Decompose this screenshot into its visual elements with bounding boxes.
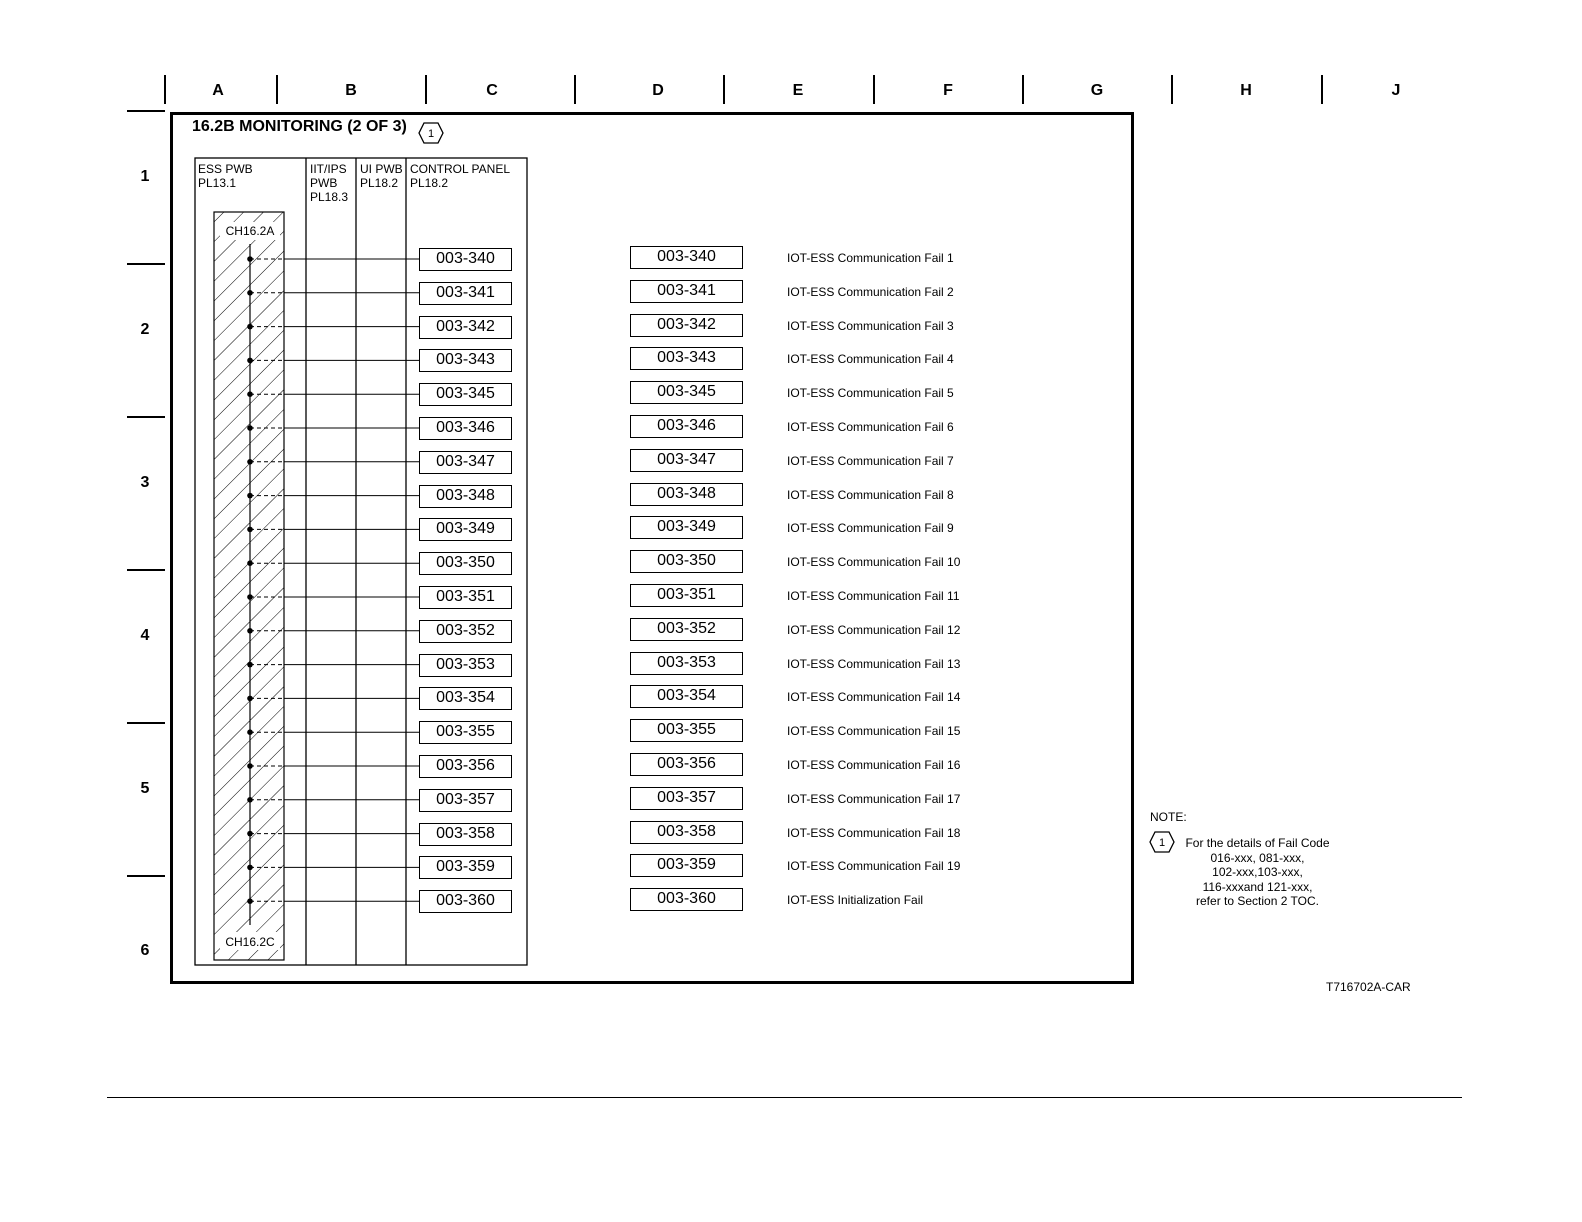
grid-row-3: 3: [140, 474, 150, 491]
fail-code-box: 003-343: [630, 347, 743, 370]
grid-column-e: E: [792, 82, 804, 99]
fail-code-description: IOT-ESS Communication Fail 10: [787, 555, 961, 570]
control-panel-code-box: 003-343: [419, 349, 512, 372]
control-panel-code-box: 003-340: [419, 248, 512, 271]
control-panel-code-box: 003-351: [419, 586, 512, 609]
control-panel-code-box: 003-353: [419, 654, 512, 677]
control-panel-code-box: 003-352: [419, 620, 512, 643]
fail-code-box: 003-355: [630, 719, 743, 742]
junction-dot: [247, 628, 253, 634]
grid-row-2: 2: [140, 321, 150, 338]
svg-text:1: 1: [1158, 837, 1166, 849]
note-text: [1180, 836, 1335, 909]
hexagon-icon: [1149, 831, 1175, 853]
fail-code-description: IOT-ESS Communication Fail 8: [787, 487, 954, 502]
fail-code-box: 003-347: [630, 449, 743, 472]
control-panel-code-box: 003-356: [419, 755, 512, 778]
fail-code-description: IOT-ESS Initialization Fail: [787, 893, 924, 908]
control-panel-code-box: 003-345: [419, 383, 512, 406]
fail-code-box: 003-341: [630, 280, 743, 303]
fail-code-box: 003-349: [630, 516, 743, 539]
control-panel-code-box: 003-358: [419, 823, 512, 846]
grid-column-j: J: [1391, 82, 1401, 99]
control-panel-code-box: 003-348: [419, 485, 512, 508]
control-panel-code-box: 003-357: [419, 789, 512, 812]
fail-code-description: IOT-ESS Communication Fail 16: [787, 758, 961, 772]
note-line: 116-xxxand 121-xxx,: [1202, 879, 1313, 894]
junction-dot: [247, 594, 253, 600]
grid-row-6: 6: [140, 942, 150, 959]
grid-column-a: A: [212, 82, 224, 99]
fail-code-box: 003-356: [630, 753, 743, 776]
junction-dot: [247, 898, 253, 904]
fail-code-box: 003-353: [630, 652, 743, 675]
control-panel-code-box: 003-354: [419, 687, 512, 710]
fail-code-box: 003-357: [630, 787, 743, 810]
junction-dot: [247, 256, 253, 262]
fail-code-box: 003-354: [630, 685, 743, 708]
grid-column-h: H: [1240, 82, 1252, 99]
control-panel-code-box: 003-349: [419, 518, 512, 541]
iit-ips-pwb-label: IIT/IPS PWB PL18.3: [310, 162, 349, 204]
fail-code-description: IOT-ESS Communication Fail 9: [787, 521, 954, 536]
note-line: 016-xxx, 081-xxx,: [1210, 850, 1305, 865]
fail-code-box: 003-346: [630, 415, 743, 438]
junction-dot: [247, 560, 253, 566]
control-panel-code-box: 003-341: [419, 282, 512, 305]
junction-dot: [247, 459, 253, 465]
junction-dot: [247, 662, 253, 668]
note-marker: [1149, 831, 1175, 853]
fail-code-description: IOT-ESS Communication Fail 7: [787, 453, 954, 468]
control-panel-code-box: 003-342: [419, 316, 512, 339]
ui-pwb-label: UI PWB PL18.2: [360, 162, 403, 190]
note-line: refer to Section 2 TOC.: [1196, 894, 1319, 908]
fail-code-box: 003-342: [630, 314, 743, 337]
fail-code-box: 003-352: [630, 618, 743, 641]
grid-column-b: B: [345, 82, 357, 99]
fail-code-description: IOT-ESS Communication Fail 1: [787, 251, 954, 265]
junction-dot: [247, 425, 253, 431]
control-panel-label: CONTROL PANEL PL18.2: [410, 162, 511, 190]
fail-code-description: IOT-ESS Communication Fail 15: [787, 724, 961, 739]
junction-dot: [247, 493, 253, 499]
fail-code-box: 003-348: [630, 483, 743, 506]
control-panel-code-box: 003-346: [419, 417, 512, 440]
grid-row-5: 5: [140, 780, 150, 797]
grid-row-1: 1: [140, 168, 150, 185]
junction-dot: [247, 391, 253, 397]
connector-bottom-label: CH16.2C: [225, 935, 275, 949]
figure-id: T716702A-CAR: [1326, 980, 1411, 994]
junction-dot: [247, 290, 253, 296]
note-line: 102-xxx,103-xxx,: [1212, 865, 1303, 879]
connector-top-label: CH16.2A: [225, 224, 275, 238]
control-panel-code-box: 003-360: [419, 890, 512, 913]
page-title: 16.2B MONITORING (2 OF 3): [192, 118, 407, 135]
fail-code-description: IOT-ESS Communication Fail 18: [787, 825, 961, 840]
grid-column-f: F: [943, 82, 953, 99]
junction-dot: [247, 324, 253, 330]
grid-column-g: G: [1090, 82, 1104, 99]
fail-code-box: 003-340: [630, 246, 743, 269]
fail-code-box: 003-358: [630, 821, 743, 844]
junction-dot: [247, 358, 253, 364]
control-panel-code-box: 003-350: [419, 552, 512, 575]
fail-code-box: 003-360: [630, 888, 743, 911]
junction-dot: [247, 729, 253, 735]
fail-code-description: IOT-ESS Communication Fail 17: [787, 791, 961, 806]
fail-code-description: IOT-ESS Communication Fail 14: [787, 690, 961, 705]
fail-code-description: IOT-ESS Communication Fail 11: [787, 589, 960, 603]
fail-code-description: IOT-ESS Communication Fail 13: [787, 656, 961, 671]
fail-code-description: IOT-ESS Communication Fail 6: [787, 420, 954, 434]
fail-code-description: IOT-ESS Communication Fail 5: [787, 386, 954, 401]
junction-dot: [247, 696, 253, 702]
note-marker-number: 1: [427, 128, 435, 140]
control-panel-code-box: 003-359: [419, 856, 512, 879]
fail-code-description: IOT-ESS Communication Fail 4: [787, 352, 954, 367]
control-panel-code-box: 003-355: [419, 721, 512, 744]
junction-dot: [247, 865, 253, 871]
junction-dot: [247, 527, 253, 533]
fail-code-description: IOT-ESS Communication Fail 3: [787, 318, 954, 333]
fail-code-box: 003-351: [630, 584, 743, 607]
ess-pwb-label: ESS PWB PL13.1: [198, 162, 253, 190]
fail-code-description: IOT-ESS Communication Fail 19: [787, 859, 961, 874]
footer-rule: [107, 1097, 1462, 1098]
grid-row-4: 4: [140, 627, 150, 644]
note-line: For the details of Fail Code: [1185, 836, 1330, 850]
grid-column-d: D: [652, 82, 664, 99]
control-panel-code-box: 003-347: [419, 451, 512, 474]
note-heading: NOTE:: [1150, 810, 1187, 824]
fail-code-description: IOT-ESS Communication Fail 2: [787, 284, 954, 299]
junction-dot: [247, 831, 253, 837]
fail-code-box: 003-345: [630, 381, 743, 404]
junction-dot: [247, 797, 253, 803]
fail-code-box: 003-359: [630, 854, 743, 877]
fail-code-description: IOT-ESS Communication Fail 12: [787, 622, 961, 637]
fail-code-box: 003-350: [630, 550, 743, 573]
grid-column-c: C: [486, 82, 498, 99]
junction-dot: [247, 763, 253, 769]
